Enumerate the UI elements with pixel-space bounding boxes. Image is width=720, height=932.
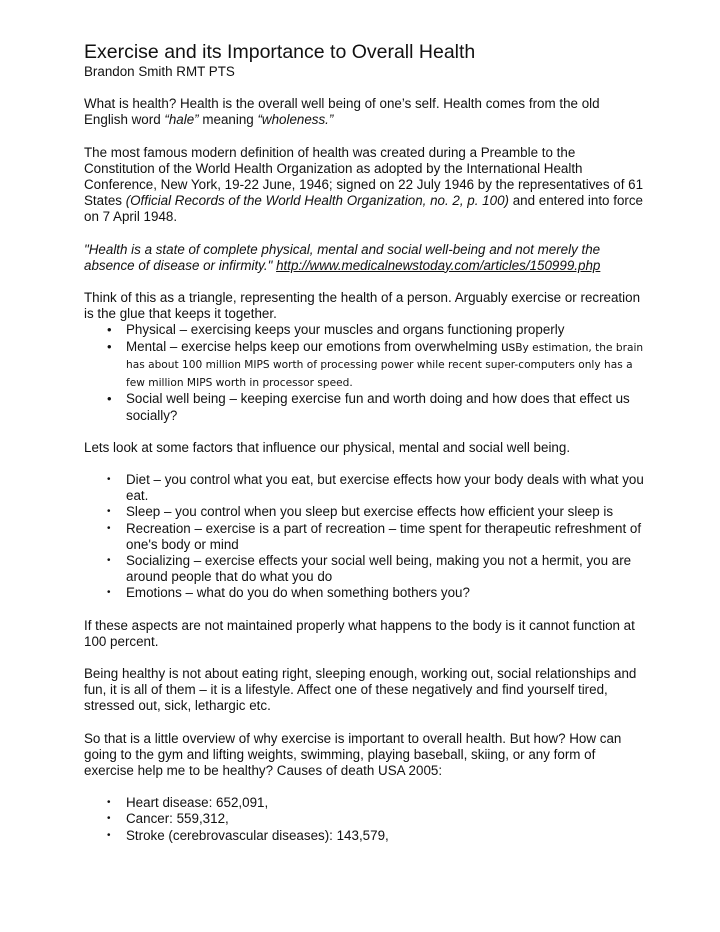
paragraph-text: What is health? Health is the overall well being of one’s self. Health comes from the old English word [84,96,600,128]
paragraph-text: The most famous modern definition of health was created during a Preamble to the Constitution of the World Health Organization as adopted by the International Health Conference, New York, 19-22 June, 1946; signed on 22 July 1946 by the representatives of 61 States [84,144,644,209]
document-title: Exercise and its Importance to Overall Health [84,41,476,63]
word-wholeness: “wholeness.” [257,112,334,128]
word-hale: “hale” [164,112,199,128]
list-item: • Socializing – exercise effects your social well being, making you not a hermit, you are around people that do what you do [126,553,644,585]
list-item: • Cancer: 559,312, [126,811,644,827]
list-item: • Heart disease: 652,091, [126,795,644,811]
source-link[interactable]: http://www.medicalnewstoday.com/articles/150999.php [276,257,601,273]
factors-list [126,472,644,602]
mental-note: By estimation, the brain has about 100 million MIPS worth of processing power while recent super-computers only has a few million MIPS worth in processor speed. [126,341,644,389]
list-item: • Physical – exercising keeps your muscles and organs functioning properly [126,322,644,338]
list-item: • Sleep – you control when you sleep but exercise effects how efficient your sleep is [126,504,644,520]
list-item: • Diet – you control what you eat, but exercise effects how your body deals with what you eat. [126,472,644,504]
citation: (Official Records of the World Health Organization, no. 2, p. 100) [125,193,509,209]
paragraph-overview: So that is a little overview of why exercise is important to overall health. But how? How can going to the gym and lifting weights, swimming, playing baseball, skiing, or any form of exercise help me to be healthy? Causes of death USA 2005: [84,730,622,779]
document-page [84,40,644,844]
paragraph-text: and entered into force on 7 April 1948. [84,193,643,225]
paragraph-factors: Lets look at some factors that influence our physical, mental and social well being. [84,439,571,455]
paragraph-who-definition [84,145,644,226]
triangle-list [126,322,644,423]
quote-text: "Health is a state of complete physical, mental and social well-being and not merely the absence of disease or infirmity." [84,241,601,273]
paragraph-triangle: Think of this as a triangle, representing the health of a person. Arguably exercise or recreation is the glue that keeps it together. [84,290,641,322]
paragraph-text: meaning [198,112,258,128]
author-line: Brandon Smith RMT PTS [84,64,235,79]
health-quote [84,242,644,274]
list-item: • Recreation – exercise is a part of recreation – time spent for therapeutic refreshment of one's body or mind [126,521,644,553]
list-item-text: Mental – exercise helps keep our emotions from overwhelming us [126,338,516,354]
list-item: • Stroke (cerebrovascular diseases): 143,579, [126,828,644,844]
paragraph-what-is-health [84,96,644,128]
paragraph-aspects: If these aspects are not maintained properly what happens to the body is it cannot function at 100 percent. [84,617,635,649]
list-item: • Emotions – what do you do when something bothers you? [126,585,644,601]
list-item: • Social well being – keeping exercise fun and worth doing and how does that effect us socially? [126,391,644,423]
causes-list [126,795,644,844]
paragraph-lifestyle: Being healthy is not about eating right, sleeping enough, working out, social relationships and fun, it is all of them – it is a lifestyle. Affect one of these negatively and find yourself tired, stressed out, sick, lethargic etc. [84,666,637,714]
list-item [126,339,644,392]
